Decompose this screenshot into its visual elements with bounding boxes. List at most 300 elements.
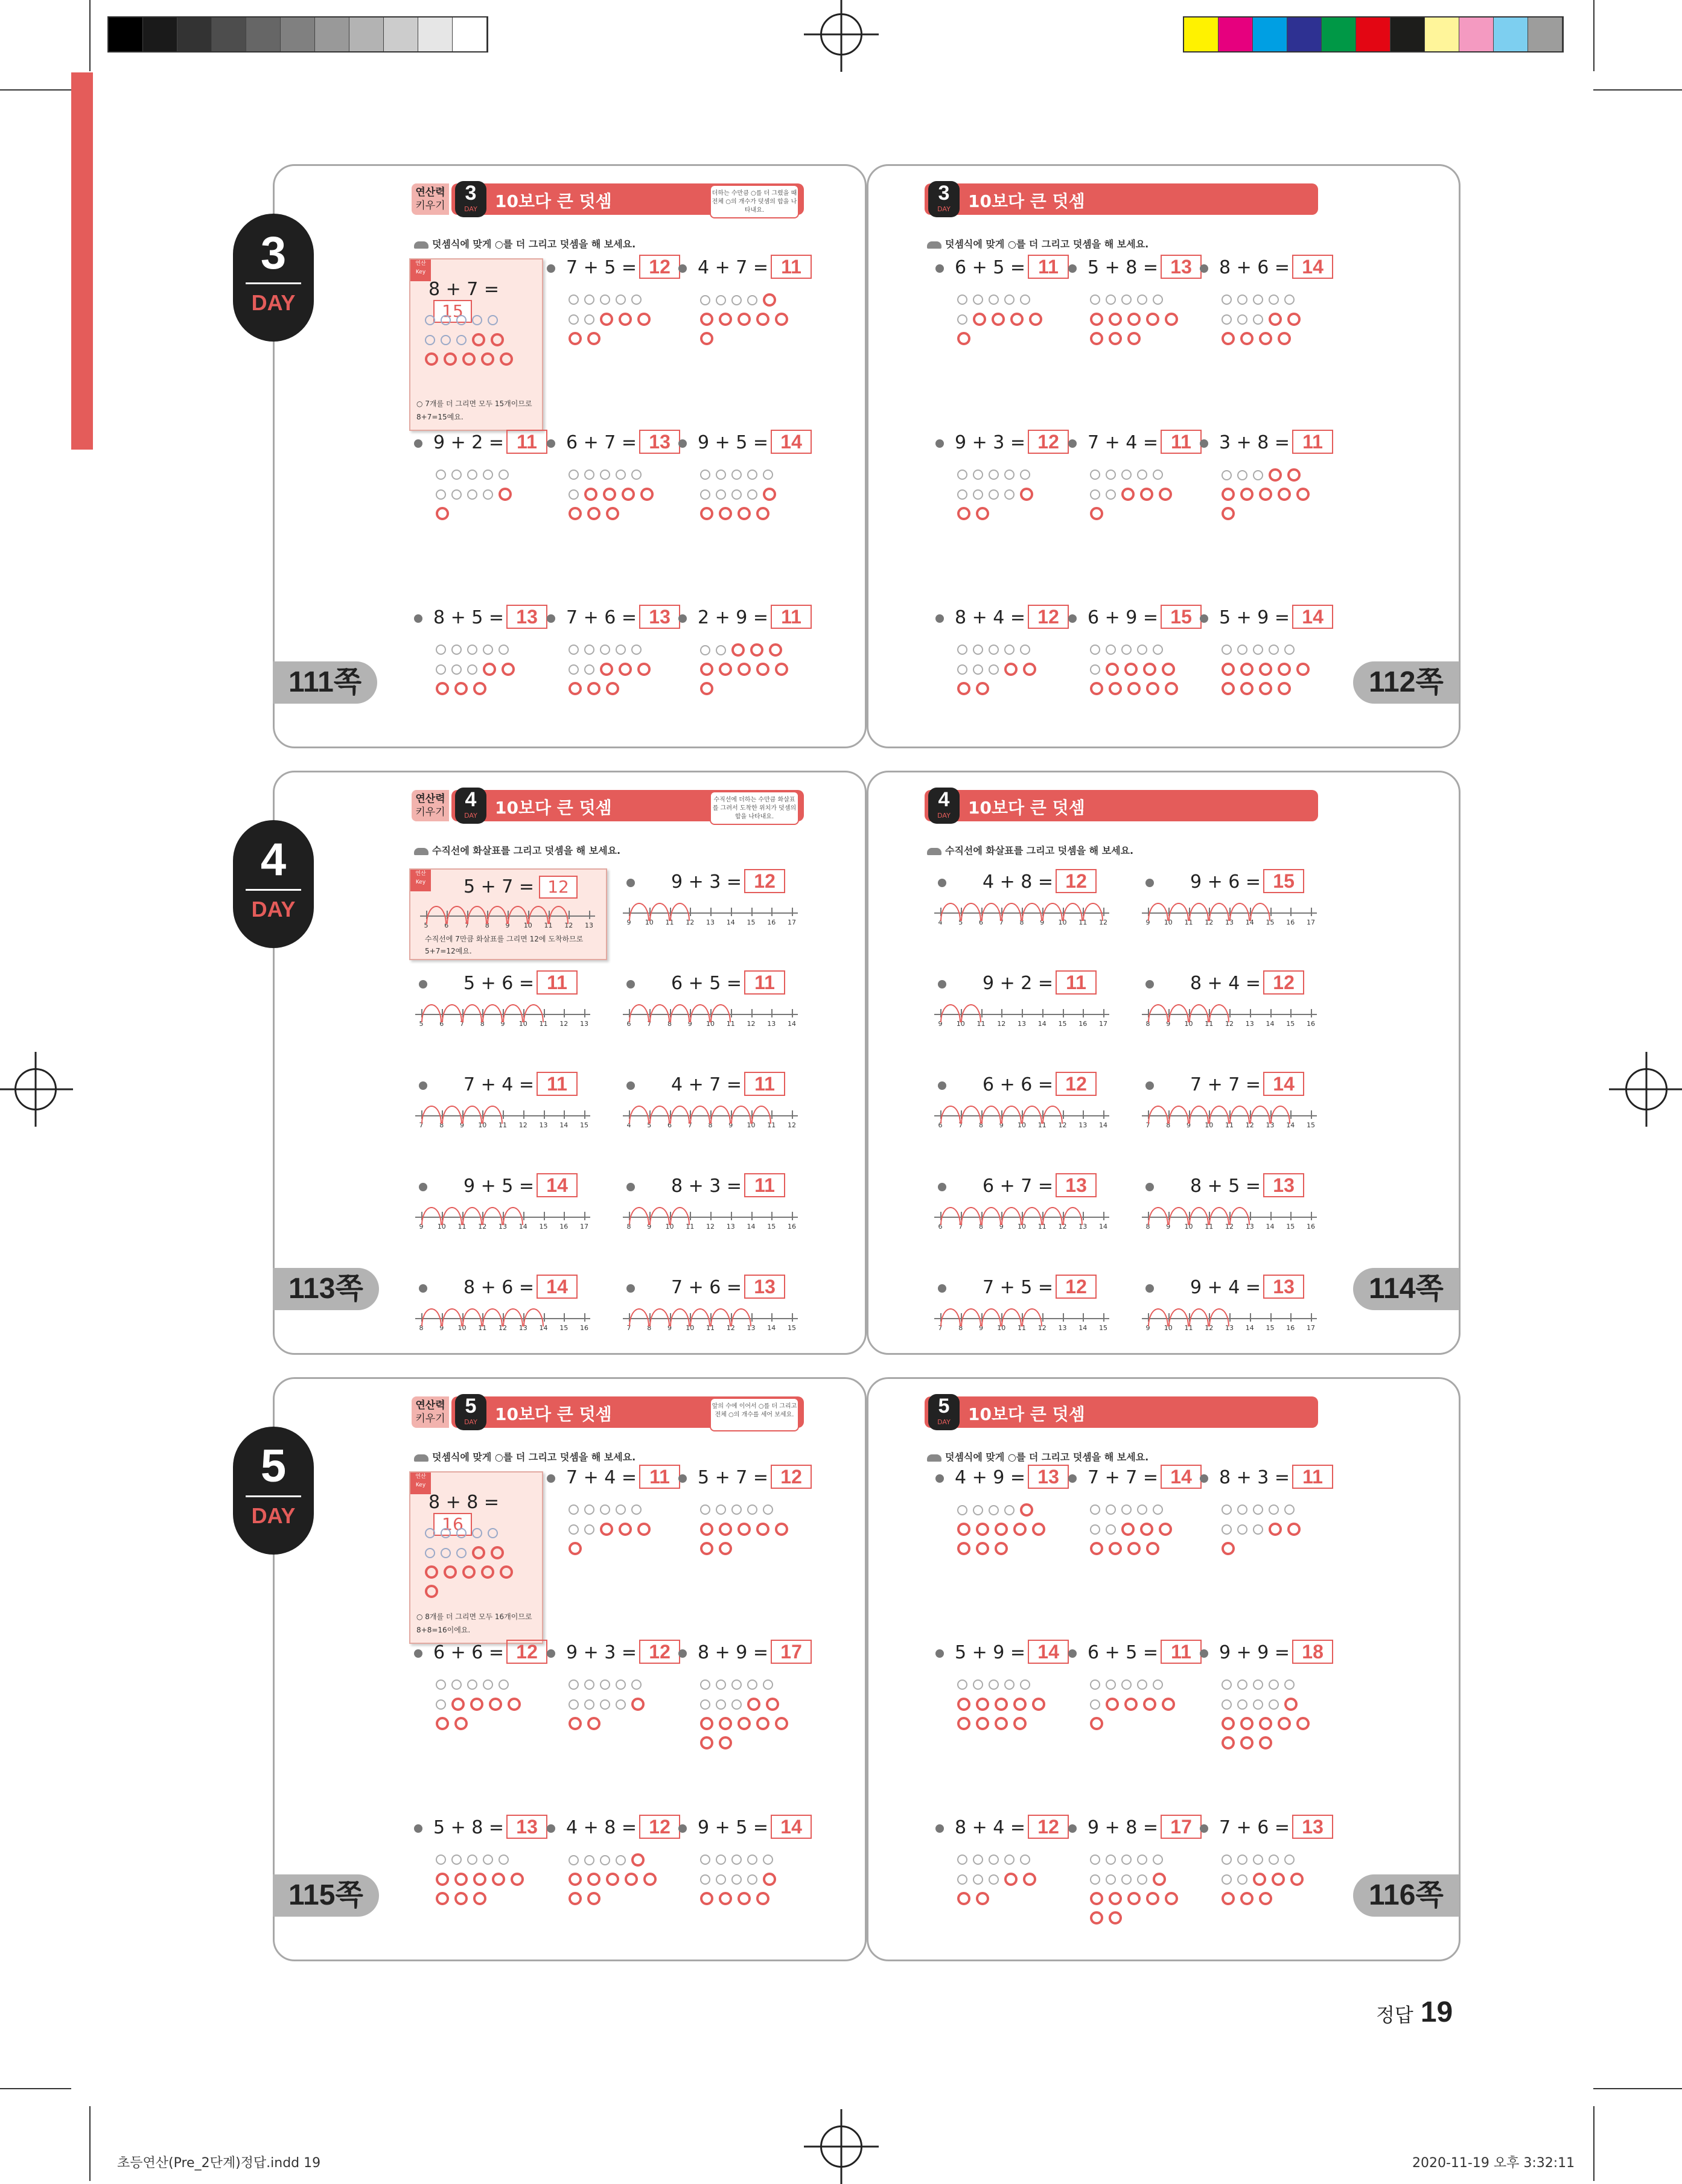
number-line-label: 8 [708,1121,713,1129]
drawn-circle [737,1892,751,1905]
number-line-label: 14 [788,1020,796,1028]
number-line-label: 11 [686,1223,695,1230]
given-circle [569,470,579,480]
drawn-circle [454,682,468,695]
number-line-label: 8 [647,1324,652,1332]
hop-arrow [1168,1308,1189,1326]
problem [419,1072,578,1096]
circle-row [569,488,659,507]
problem-expression: 5 + 7 = [698,1467,769,1488]
number-line-label: 8 [979,1223,983,1230]
cloud-icon [414,1454,428,1462]
number-line-label: 13 [1058,1324,1067,1332]
drawn-circle [763,1873,776,1886]
hop-arrow [940,903,961,921]
given-circle [584,294,594,305]
given-circle [1269,1679,1279,1690]
hop-arrow [447,906,467,924]
drawn-circle [1127,332,1141,345]
drawn-circle [1222,682,1235,695]
given-circle [1222,314,1232,325]
drawn-circle [1109,1542,1122,1555]
crop-mark [0,89,71,91]
drawn-circle [976,1698,989,1711]
drawn-circle [444,1565,457,1579]
given-circle [600,294,610,305]
drawn-circle [511,1873,524,1886]
drawn-circle [750,643,763,657]
number-line [415,1199,590,1235]
problem-answer: 11 [744,1072,785,1096]
drawn-circle [587,332,600,345]
circle-grid [1222,468,1315,526]
number-line-label: 7 [958,1223,963,1230]
hop-arrow [649,1004,670,1022]
given-circle [973,1505,983,1515]
drawn-circle [1020,488,1033,501]
given-circle [716,1504,726,1515]
given-circle [1137,1854,1147,1865]
given-circle [1253,1699,1263,1710]
color-swatch [1459,18,1494,51]
color-swatch [1253,18,1287,51]
circle-row [1222,663,1315,682]
given-circle [973,294,983,305]
circle-row [436,488,517,507]
problem-expression: 9 + 4 = [1190,1277,1261,1298]
problem [678,255,812,279]
number-line-label: 10 [1164,1324,1173,1332]
drawn-circle [1290,1873,1304,1886]
problem-number-icon [1200,614,1208,623]
problem-answer: 11 [1292,1465,1333,1489]
number-line-label: 16 [1307,1223,1315,1230]
circle-grid [1090,468,1177,526]
hop-arrow [629,1106,649,1124]
drawn-circle [1269,468,1282,482]
circle-row [569,643,656,663]
given-circle [616,1679,626,1690]
given-circle [600,1855,610,1865]
number-line-label: 8 [485,922,489,929]
circle-row [436,682,520,701]
number-line-label: 11 [665,918,674,926]
drawn-circle [1143,1698,1156,1711]
problem [414,430,547,454]
given-circle [1237,470,1247,480]
number-line-label: 9 [1040,918,1045,926]
circle-row [425,1585,518,1604]
drawn-circle [756,1892,769,1905]
problem-answer: 12 [771,1465,812,1489]
number-line-label: 9 [999,1121,1004,1129]
number-line [1142,996,1317,1032]
given-circle [763,1504,773,1515]
number-line-tick [564,1110,565,1119]
given-circle [1004,294,1015,305]
number-line-tick [771,1110,773,1119]
number-line-label: 7 [958,1121,963,1129]
given-circle [456,1548,467,1558]
problem [1068,255,1202,279]
gray-swatch [177,18,212,51]
problem [419,1275,578,1299]
drawn-circle [569,1873,582,1886]
circle-row [569,1717,650,1736]
number-line [1142,1199,1317,1235]
given-circle [584,470,594,480]
example-note-1: ○ 8개를 더 그리면 모두 16개이므로 [416,1613,532,1621]
problem-number-icon [1200,264,1208,273]
cloud-icon [927,848,941,855]
number-line-label: 10 [523,922,532,929]
drawn-circle [1222,507,1235,520]
drawn-circle [425,352,438,366]
drawn-circle [1090,507,1103,520]
number-line-label: 4 [626,1121,631,1129]
given-circle [716,1699,726,1710]
problem-answer: 11 [771,605,812,629]
problem-answer: 14 [537,1275,578,1299]
given-circle [1137,294,1147,305]
number-line-label: 10 [478,1121,487,1129]
problem [1200,1815,1333,1839]
problem-expression: 8 + 4 = [955,1817,1026,1838]
drawn-circle [1240,1892,1254,1905]
number-line-tick [731,1009,732,1017]
drawn-circle [1109,313,1122,326]
circle-grid [436,1678,526,1736]
drawn-circle [973,313,986,326]
problem [935,430,1069,454]
drawn-circle [1222,488,1235,501]
hop-arrow [690,1308,710,1326]
drawn-circle [1240,663,1254,676]
number-line-label: 16 [1286,918,1295,926]
given-circle [1222,1504,1232,1515]
circle-row [569,1503,656,1523]
example-note-2: 8+7=15예요. [416,413,464,421]
number-line-tick [1229,1313,1231,1322]
drawn-circle [769,643,782,657]
drawn-circle [622,488,635,501]
given-circle [747,295,757,305]
drawn-circle [719,1717,732,1730]
circle-row [436,1873,529,1892]
hop-arrow [940,1106,961,1124]
given-circle [1253,1504,1263,1515]
circle-grid [1090,1678,1180,1736]
problem-expression: 5 + 6 = [464,973,535,994]
drawn-circle [1004,1873,1018,1886]
number-line [934,1097,1109,1133]
example-note-1: 수직선에 7만큼 화살표를 그리면 12에 도착하므로 [425,935,584,943]
given-circle [616,1504,626,1515]
number-line-label: 8 [1145,1020,1150,1028]
hop-arrow [1001,1207,1022,1225]
circle-grid [569,468,659,526]
hop-arrow [690,1004,710,1022]
circle-row [569,1853,662,1873]
given-circle [1269,294,1279,305]
badge-number: 4 [938,788,950,811]
day-badge-small [928,1394,960,1430]
number-line-label: 14 [1245,1324,1254,1332]
given-circle [1237,1699,1247,1710]
problem-number-icon [547,1824,555,1833]
problem-answer: 11 [537,970,578,995]
problem-number-icon [938,879,946,887]
day-divider [246,889,301,891]
circle-row [957,1853,1042,1873]
drawn-circle [1222,663,1235,676]
given-circle [989,664,999,675]
number-line-tick [1083,1313,1084,1322]
given-circle [441,1548,451,1558]
drawn-circle [976,1542,989,1555]
instruction-text: 덧셈식에 맞게 ○를 더 그리고 덧셈을 해 보세요. [945,1451,1149,1463]
circle-grid [700,293,794,351]
given-circle [1153,645,1163,655]
drawn-circle [763,293,776,307]
circle-row [436,663,520,682]
given-circle [957,664,967,675]
given-circle [467,470,477,480]
number-line-label: 8 [1019,918,1024,926]
circle-grid [1222,293,1306,351]
drawn-circle [425,1585,438,1598]
number-line-label: 12 [1099,918,1107,926]
given-circle [569,664,579,675]
drawn-circle [1240,1717,1254,1730]
drawn-circle [957,332,970,345]
problem-expression: 6 + 5 = [1088,1642,1159,1663]
problem-expression: 6 + 7 = [566,432,637,453]
given-circle [483,489,493,500]
circle-row [425,314,518,333]
given-circle [467,489,477,500]
problem-number-icon [678,1824,687,1833]
drawn-circle [700,1892,713,1905]
given-circle [616,294,626,305]
problem-answer: 11 [744,970,785,995]
circle-row [957,643,1042,663]
given-circle [569,1855,579,1865]
problem-answer: 11 [506,430,547,454]
circle-grid [700,1503,794,1561]
number-line-label: 10 [457,1324,467,1332]
drawn-circle [1284,1698,1298,1711]
number-line-label: 12 [559,1020,569,1028]
drawn-circle [1127,1892,1141,1905]
number-line-tick [1083,1212,1084,1220]
hop-arrow [710,1106,731,1124]
given-circle [1020,1854,1030,1865]
example-number-line [420,897,595,934]
number-line [1142,1097,1317,1133]
given-circle [1090,1874,1100,1885]
number-line-tick [981,1009,983,1017]
number-line-label: 7 [460,1020,464,1028]
problem-number-icon [626,1081,635,1090]
problem-answer: 11 [744,1173,785,1197]
color-swatch [1184,18,1218,51]
number-line-tick [564,1313,565,1322]
drawn-circle [569,1542,582,1555]
number-line-label: 14 [539,1324,548,1332]
gray-swatch [453,18,487,51]
number-line-tick [584,1009,585,1017]
problem-number-icon [419,1183,427,1191]
circle-row [1090,1542,1177,1561]
number-line-label: 7 [647,1020,652,1028]
problem-expression: 7 + 7 = [1088,1467,1159,1488]
number-line-tick [523,1110,524,1119]
number-line-label: 13 [1078,1121,1088,1129]
given-circle [1106,1504,1116,1515]
hop-arrow [482,1207,503,1225]
problem-expression: 9 + 3 = [955,432,1026,453]
number-line-label: 14 [747,1223,756,1230]
circle-grid [436,468,517,526]
problem [414,1815,547,1839]
side-color-stripe [71,72,93,450]
number-line-tick [1311,1313,1312,1322]
color-calibration-bar [1183,16,1564,53]
number-line-label: 12 [997,1020,1006,1028]
number-line-tick [1001,1009,1002,1017]
drawn-circle [756,507,769,520]
drawn-circle [976,1523,989,1536]
problem [1200,430,1333,454]
number-line-label: 15 [1266,1324,1275,1332]
number-line-label: 15 [580,1121,588,1129]
given-circle [472,315,482,325]
problem [935,1640,1069,1664]
number-line-label: 11 [1205,1020,1214,1028]
given-circle [700,1504,710,1515]
number-line-label: 11 [1184,918,1193,926]
number-line-tick [1290,1110,1292,1119]
drawn-circle [1222,332,1235,345]
hop-arrow [1148,903,1168,921]
example-answer: 12 [539,876,578,899]
given-circle [747,1504,757,1515]
badge-day-label: DAY [464,1418,477,1426]
given-circle [425,335,435,345]
answer-label: 정답 [1376,2004,1413,2026]
instruction-text: 덧셈식에 맞게 ○를 더 그리고 덧셈을 해 보세요. [945,238,1149,250]
hop-arrow [670,1207,690,1225]
badge-day-label: DAY [464,205,477,213]
drawn-circle [976,682,989,695]
number-line-tick [1022,1009,1023,1017]
drawn-circle [700,1717,713,1730]
problem-expression: 4 + 8 = [983,871,1054,893]
given-circle [483,1854,493,1865]
hop-arrow [1229,903,1250,921]
circle-grid [1222,643,1315,701]
problem-answer: 11 [1056,970,1097,995]
given-circle [1121,470,1132,480]
circle-row [425,1565,518,1585]
given-circle [1090,470,1100,480]
given-circle [1121,1874,1132,1885]
registration-mark [1625,1068,1668,1110]
circle-grid [700,1853,782,1911]
instruction-text: 수직선에 화살표를 그리고 덧셈을 해 보세요. [945,845,1134,856]
problem-number-icon [678,439,687,448]
number-line-tick [544,1313,545,1322]
hop-arrow [649,1207,670,1225]
drawn-circle [992,313,1005,326]
number-line-label: 7 [1145,1121,1150,1129]
circle-row [957,1873,1042,1892]
drawn-circle [1032,1523,1045,1536]
problem-expression: 4 + 7 = [698,257,769,278]
number-line-tick [544,1212,545,1220]
problem [1200,255,1333,279]
drawn-circle [603,488,616,501]
drawn-circle [481,1565,494,1579]
problem-expression: 6 + 5 = [671,973,742,994]
number-line-label: 9 [419,1223,424,1230]
number-line-tick [1103,908,1104,916]
given-circle [700,489,710,500]
drawn-circle [719,313,732,326]
drawn-circle [1287,468,1301,482]
number-line-label: 11 [726,1020,735,1028]
circle-grid [569,1503,656,1561]
given-circle [700,1679,710,1690]
number-line-label: 16 [1286,1324,1295,1332]
gray-swatch [212,18,246,51]
drawn-circle [1259,1892,1272,1905]
example-box [409,258,543,431]
hop-arrow [629,1004,649,1022]
given-circle [584,1504,594,1515]
given-circle [700,1699,710,1710]
problem [547,255,680,279]
given-circle [989,294,999,305]
given-circle [1269,1854,1279,1865]
drawn-circle [1090,313,1103,326]
given-circle [1253,1524,1263,1535]
drawn-circle [1090,332,1103,345]
circle-row [1090,1698,1180,1717]
problem-number-icon [547,439,555,448]
badge-number: 4 [465,788,477,811]
number-line-tick [1063,1313,1064,1322]
number-line-label: 11 [1018,1324,1026,1332]
circle-row [957,682,1042,701]
problem-expression: 8 + 3 = [671,1176,742,1197]
drawn-circle [1109,1892,1122,1905]
circle-row [1090,1892,1183,1911]
drawn-circle [756,1523,769,1536]
left-instruction [414,843,620,857]
circle-row [425,1527,518,1546]
drawn-circle [1109,332,1122,345]
given-circle [1237,1524,1247,1535]
circle-grid [1090,1503,1177,1561]
problem-expression: 4 + 7 = [671,1074,742,1095]
number-line-label: 10 [1184,1020,1193,1028]
problem-expression: 9 + 5 = [698,1817,769,1838]
drawn-circle [600,313,613,326]
given-circle [436,1854,446,1865]
left-title-bar [415,1395,804,1428]
